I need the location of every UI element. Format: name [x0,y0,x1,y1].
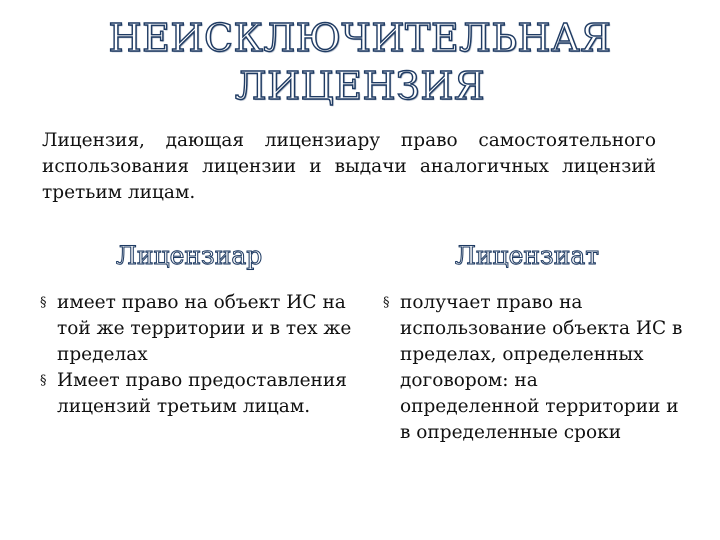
licensee-heading: Лицензиат [455,241,600,270]
licensor-bullet [40,368,360,420]
licensor-bullet [40,290,360,368]
licensee-bullet [383,290,683,446]
slide-title [0,14,720,110]
licensee-bullet-text: получает право на использование объекта ИС в пределах, определенных договором: на определенной территории и в определенные сроки [400,292,683,443]
licensor-column [40,290,360,420]
licensor-heading: Лицензиар [116,241,263,270]
slide-title-line-2: ЛИЦЕНЗИЯ [234,64,486,108]
bullet-marker-icon: § [40,295,47,310]
definition-text: Лицензия, дающая лицензиару право самостоятельного использования лицензии и выдачи аналогичных лицензий третьим лицам. [42,130,656,203]
licensor-bullet-text: имеет право на объект ИС на той же территории и в тех же пределах [57,292,352,365]
bullet-marker-icon: § [40,373,47,388]
licensor-bullet-text: Имеет право предоставления лицензий третьим лицам. [57,370,347,417]
bullet-marker-icon: § [383,295,390,310]
licensee-column [383,290,683,446]
slide-title-line-1: НЕИСКЛЮЧИТЕЛЬНАЯ [108,16,612,60]
